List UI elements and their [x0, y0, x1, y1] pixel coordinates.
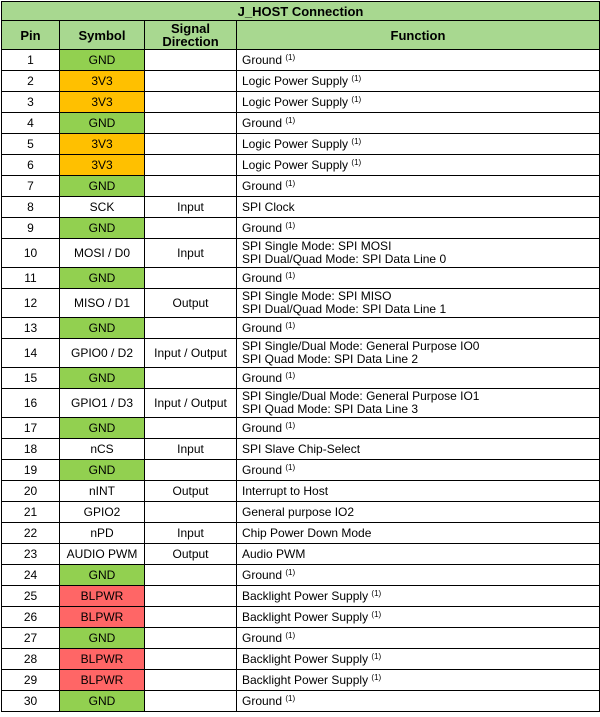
pin-cell: 22 — [2, 523, 60, 544]
function-text: Backlight Power Supply — [242, 651, 369, 666]
table-body — [2, 50, 600, 712]
direction-cell — [145, 218, 237, 239]
footnote-marker: (1) — [285, 630, 296, 640]
function-text: Interrupt to Host — [242, 483, 329, 498]
direction-cell — [145, 418, 237, 439]
footnote-marker: (1) — [351, 136, 362, 146]
direction-cell — [145, 460, 237, 481]
pin-cell: 29 — [2, 670, 60, 691]
function-cell — [237, 289, 600, 318]
footnote-marker: (1) — [351, 157, 362, 167]
function-line1: SPI Single Mode: SPI MISO — [242, 289, 392, 303]
symbol-cell: GPIO2 — [60, 502, 145, 523]
function-text: Audio PWM — [242, 546, 306, 561]
direction-cell — [145, 92, 237, 113]
symbol-cell: GPIO0 / D2 — [60, 339, 145, 368]
table-row — [2, 502, 600, 523]
symbol-cell: nCS — [60, 439, 145, 460]
footnote-marker: (1) — [285, 52, 296, 62]
function-text: Ground — [242, 693, 283, 708]
symbol-cell: GND — [60, 50, 145, 71]
function-cell — [237, 481, 600, 502]
symbol-cell: 3V3 — [60, 155, 145, 176]
direction-cell — [145, 268, 237, 289]
function-cell — [237, 339, 600, 368]
symbol-cell: BLPWR — [60, 607, 145, 628]
symbol-cell: GND — [60, 113, 145, 134]
pin-table — [1, 1, 600, 712]
function-text: Logic Power Supply — [242, 136, 349, 151]
table-row — [2, 339, 600, 368]
pin-cell: 25 — [2, 586, 60, 607]
function-line2: SPI Dual/Quad Mode: SPI Data Line 1 — [242, 302, 447, 316]
pin-cell: 17 — [2, 418, 60, 439]
symbol-cell: GND — [60, 460, 145, 481]
direction-cell — [145, 368, 237, 389]
footnote-marker: (1) — [285, 420, 296, 430]
function-cell — [237, 544, 600, 565]
table-row — [2, 481, 600, 502]
function-text: Ground — [242, 178, 283, 193]
function-line1: SPI Single Mode: SPI MOSI — [242, 239, 392, 253]
symbol-cell: 3V3 — [60, 92, 145, 113]
function-cell — [237, 523, 600, 544]
function-cell — [237, 268, 600, 289]
pin-cell: 27 — [2, 628, 60, 649]
direction-cell: Output — [145, 544, 237, 565]
pin-cell: 18 — [2, 439, 60, 460]
table-row — [2, 268, 600, 289]
function-line1: SPI Single/Dual Mode: General Purpose IO0 — [242, 339, 480, 353]
function-cell — [237, 460, 600, 481]
direction-cell — [145, 71, 237, 92]
footnote-marker: (1) — [371, 588, 382, 598]
table-row — [2, 71, 600, 92]
pin-cell: 9 — [2, 218, 60, 239]
function-cell — [237, 649, 600, 670]
symbol-cell: GND — [60, 318, 145, 339]
pin-cell: 24 — [2, 565, 60, 586]
table-row — [2, 691, 600, 712]
table-row — [2, 544, 600, 565]
footnote-marker: (1) — [285, 220, 296, 230]
symbol-cell: nPD — [60, 523, 145, 544]
function-text: Logic Power Supply — [242, 94, 349, 109]
pin-cell: 30 — [2, 691, 60, 712]
function-cell — [237, 113, 600, 134]
pin-cell: 15 — [2, 368, 60, 389]
symbol-cell: 3V3 — [60, 134, 145, 155]
function-text: Logic Power Supply — [242, 73, 349, 88]
symbol-cell: MISO / D1 — [60, 289, 145, 318]
footnote-marker: (1) — [285, 370, 296, 380]
pin-cell: 28 — [2, 649, 60, 670]
pin-cell: 20 — [2, 481, 60, 502]
footnote-marker: (1) — [285, 270, 296, 280]
pin-cell: 1 — [2, 50, 60, 71]
direction-cell — [145, 565, 237, 586]
symbol-cell: 3V3 — [60, 71, 145, 92]
direction-cell — [145, 649, 237, 670]
function-cell — [237, 155, 600, 176]
direction-cell: Input / Output — [145, 339, 237, 368]
function-cell — [237, 239, 600, 268]
direction-cell — [145, 628, 237, 649]
function-text: Chip Power Down Mode — [242, 525, 372, 540]
symbol-cell: GND — [60, 565, 145, 586]
footnote-marker: (1) — [371, 672, 382, 682]
symbol-cell: BLPWR — [60, 649, 145, 670]
function-line1: SPI Single/Dual Mode: General Purpose IO1 — [242, 389, 480, 403]
pin-cell: 3 — [2, 92, 60, 113]
direction-cell — [145, 318, 237, 339]
symbol-cell: GND — [60, 176, 145, 197]
symbol-cell: MOSI / D0 — [60, 239, 145, 268]
table-row — [2, 628, 600, 649]
header-direction — [145, 21, 237, 50]
function-text: Ground — [242, 115, 283, 130]
function-cell — [237, 368, 600, 389]
function-cell — [237, 134, 600, 155]
function-text: Backlight Power Supply — [242, 609, 369, 624]
function-cell — [237, 318, 600, 339]
direction-cell — [145, 134, 237, 155]
function-text: Ground — [242, 630, 283, 645]
direction-cell: Input — [145, 523, 237, 544]
function-cell — [237, 586, 600, 607]
direction-cell — [145, 176, 237, 197]
function-cell — [237, 565, 600, 586]
pin-cell: 19 — [2, 460, 60, 481]
function-cell — [237, 418, 600, 439]
footnote-marker: (1) — [285, 178, 296, 188]
footnote-marker: (1) — [285, 320, 296, 330]
pin-cell: 10 — [2, 239, 60, 268]
function-cell — [237, 197, 600, 218]
direction-cell — [145, 502, 237, 523]
table-row — [2, 113, 600, 134]
table-title-row — [2, 2, 600, 21]
table-row — [2, 50, 600, 71]
function-text: SPI Slave Chip-Select — [242, 441, 361, 456]
function-cell — [237, 176, 600, 197]
table-header-row — [2, 21, 600, 50]
header-pin: Pin — [2, 21, 60, 50]
direction-cell: Input — [145, 239, 237, 268]
function-text: Backlight Power Supply — [242, 672, 369, 687]
direction-cell — [145, 113, 237, 134]
symbol-cell: GND — [60, 628, 145, 649]
table-row — [2, 218, 600, 239]
header-direction-line2: Direction — [162, 34, 219, 49]
pin-cell: 4 — [2, 113, 60, 134]
symbol-cell: AUDIO PWM — [60, 544, 145, 565]
symbol-cell: GND — [60, 368, 145, 389]
table-row — [2, 418, 600, 439]
table-title: J_HOST Connection — [2, 2, 600, 21]
function-cell — [237, 502, 600, 523]
function-text: Ground — [242, 320, 283, 335]
direction-cell: Input — [145, 197, 237, 218]
table-row — [2, 607, 600, 628]
footnote-marker: (1) — [351, 94, 362, 104]
function-line2: SPI Quad Mode: SPI Data Line 2 — [242, 352, 419, 366]
table-row — [2, 586, 600, 607]
function-line2: SPI Dual/Quad Mode: SPI Data Line 0 — [242, 252, 447, 266]
function-cell — [237, 628, 600, 649]
pin-cell: 21 — [2, 502, 60, 523]
function-line2: SPI Quad Mode: SPI Data Line 3 — [242, 402, 419, 416]
direction-cell — [145, 155, 237, 176]
table-row — [2, 197, 600, 218]
direction-cell — [145, 670, 237, 691]
pin-cell: 13 — [2, 318, 60, 339]
function-text: Ground — [242, 52, 283, 67]
footnote-marker: (1) — [371, 609, 382, 619]
table-row — [2, 670, 600, 691]
function-cell — [237, 71, 600, 92]
table-row — [2, 523, 600, 544]
table-row — [2, 649, 600, 670]
symbol-cell: BLPWR — [60, 586, 145, 607]
footnote-marker: (1) — [285, 567, 296, 577]
function-cell — [237, 92, 600, 113]
header-function: Function — [237, 21, 600, 50]
function-cell — [237, 607, 600, 628]
table-row — [2, 460, 600, 481]
table-row — [2, 176, 600, 197]
pin-cell: 7 — [2, 176, 60, 197]
function-text: Ground — [242, 420, 283, 435]
function-text: Ground — [242, 370, 283, 385]
pin-cell: 5 — [2, 134, 60, 155]
pin-cell: 14 — [2, 339, 60, 368]
table-row — [2, 368, 600, 389]
table-row — [2, 155, 600, 176]
symbol-cell: GND — [60, 691, 145, 712]
function-text: Ground — [242, 567, 283, 582]
pin-cell: 11 — [2, 268, 60, 289]
function-cell — [237, 389, 600, 418]
pin-cell: 26 — [2, 607, 60, 628]
direction-cell: Output — [145, 481, 237, 502]
function-cell — [237, 439, 600, 460]
function-cell — [237, 691, 600, 712]
symbol-cell: GND — [60, 418, 145, 439]
function-text: Logic Power Supply — [242, 157, 349, 172]
function-text: General purpose IO2 — [242, 504, 355, 519]
direction-cell — [145, 50, 237, 71]
symbol-cell: GND — [60, 218, 145, 239]
function-text: Ground — [242, 462, 283, 477]
direction-cell — [145, 607, 237, 628]
symbol-cell: nINT — [60, 481, 145, 502]
footnote-marker: (1) — [285, 462, 296, 472]
direction-cell — [145, 691, 237, 712]
table-row — [2, 389, 600, 418]
symbol-cell: SCK — [60, 197, 145, 218]
symbol-cell: GPIO1 / D3 — [60, 389, 145, 418]
table-row — [2, 439, 600, 460]
function-text: SPI Clock — [242, 199, 295, 214]
function-cell — [237, 50, 600, 71]
pin-cell: 23 — [2, 544, 60, 565]
footnote-marker: (1) — [371, 651, 382, 661]
function-text: Ground — [242, 220, 283, 235]
header-symbol: Symbol — [60, 21, 145, 50]
table-row — [2, 565, 600, 586]
direction-cell: Input / Output — [145, 389, 237, 418]
pin-cell: 16 — [2, 389, 60, 418]
footnote-marker: (1) — [285, 115, 296, 125]
direction-cell: Output — [145, 289, 237, 318]
pin-cell: 12 — [2, 289, 60, 318]
footnote-marker: (1) — [285, 693, 296, 703]
symbol-cell: GND — [60, 268, 145, 289]
table-row — [2, 134, 600, 155]
header-direction-line1: Signal — [170, 21, 210, 36]
pin-cell: 8 — [2, 197, 60, 218]
function-cell — [237, 218, 600, 239]
table-row — [2, 289, 600, 318]
table-row — [2, 92, 600, 113]
direction-cell: Input — [145, 439, 237, 460]
function-text: Backlight Power Supply — [242, 588, 369, 603]
footnote-marker: (1) — [351, 73, 362, 83]
pin-cell: 6 — [2, 155, 60, 176]
function-text: Ground — [242, 270, 283, 285]
table-row — [2, 239, 600, 268]
table-row — [2, 318, 600, 339]
direction-cell — [145, 586, 237, 607]
pin-cell: 2 — [2, 71, 60, 92]
function-cell — [237, 670, 600, 691]
symbol-cell: BLPWR — [60, 670, 145, 691]
